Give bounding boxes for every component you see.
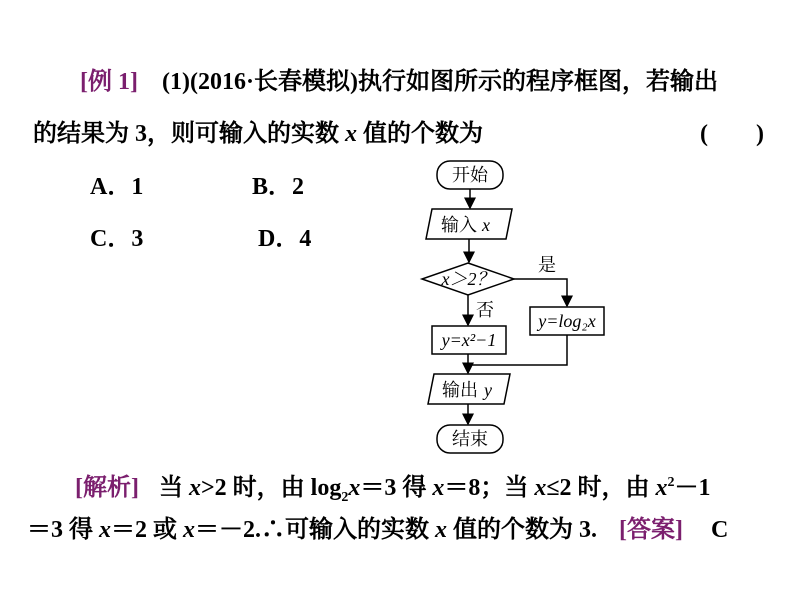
question-text-2b: 值的个数为 xyxy=(357,121,483,147)
sol-var: x xyxy=(183,517,195,543)
yes-label: 是 xyxy=(538,255,556,275)
sol-sup: 2 xyxy=(667,475,675,490)
question-var-x: x xyxy=(345,121,357,147)
start-label: 开始 xyxy=(452,165,488,185)
condition-label: x＞2？ xyxy=(441,269,495,289)
input-var: x xyxy=(482,215,490,235)
answer-paren: ( ) xyxy=(700,121,764,147)
sol-text: ＝－2.∴可输入的实数 xyxy=(195,517,435,543)
end-label: 结束 xyxy=(452,429,488,449)
sol-var: x xyxy=(534,475,547,501)
sol-var: x xyxy=(432,475,445,501)
sol-text: ＝3 得 xyxy=(360,475,433,501)
no-branch-label: y=x²−1 xyxy=(441,330,497,350)
sol-var: x xyxy=(188,475,201,501)
option-c: C．3 xyxy=(90,226,144,252)
no-label: 否 xyxy=(476,300,494,320)
answer-value: C xyxy=(710,517,729,543)
answer-tag: [答案] xyxy=(619,517,683,543)
yes-branch-label: y=log₂x xyxy=(538,311,596,331)
sol-text: 值的个数为 3. xyxy=(447,517,597,543)
sol-var: x xyxy=(655,475,668,501)
sol-var: x xyxy=(99,517,111,543)
sol-var: x xyxy=(435,517,447,543)
output-var: y xyxy=(484,380,492,400)
solution-line-1 xyxy=(75,475,711,505)
question-number: (1) xyxy=(161,69,190,95)
option-d: D．4 xyxy=(258,226,312,252)
sol-text: ≤2 时，由 xyxy=(546,475,656,501)
sol-text: 当 xyxy=(158,475,189,501)
input-label: 输入 xyxy=(441,215,477,235)
question-source: (2016·长春模拟) xyxy=(189,69,358,95)
example-tag: [例 1] xyxy=(80,69,138,95)
solution-line-2 xyxy=(27,518,728,542)
sol-text: ＝2 或 xyxy=(111,517,183,543)
sol-sub: 2 xyxy=(341,489,349,505)
question-text-1: 执行如图所示的程序框图，若输出 xyxy=(357,69,718,95)
sol-text: >2 时，由 log xyxy=(200,475,342,501)
sol-var: x xyxy=(348,475,361,501)
sol-text: ＝8；当 xyxy=(444,475,535,501)
question-text-2a: 的结果为 3，则可输入的实数 xyxy=(33,121,345,147)
sol-text: ＝3 得 xyxy=(27,517,99,543)
solution-tag: [解析] xyxy=(75,475,139,501)
option-a: A．1 xyxy=(90,174,144,200)
option-b: B．2 xyxy=(252,174,305,200)
output-label: 输出 xyxy=(442,380,478,400)
sol-text: －1 xyxy=(674,475,711,501)
